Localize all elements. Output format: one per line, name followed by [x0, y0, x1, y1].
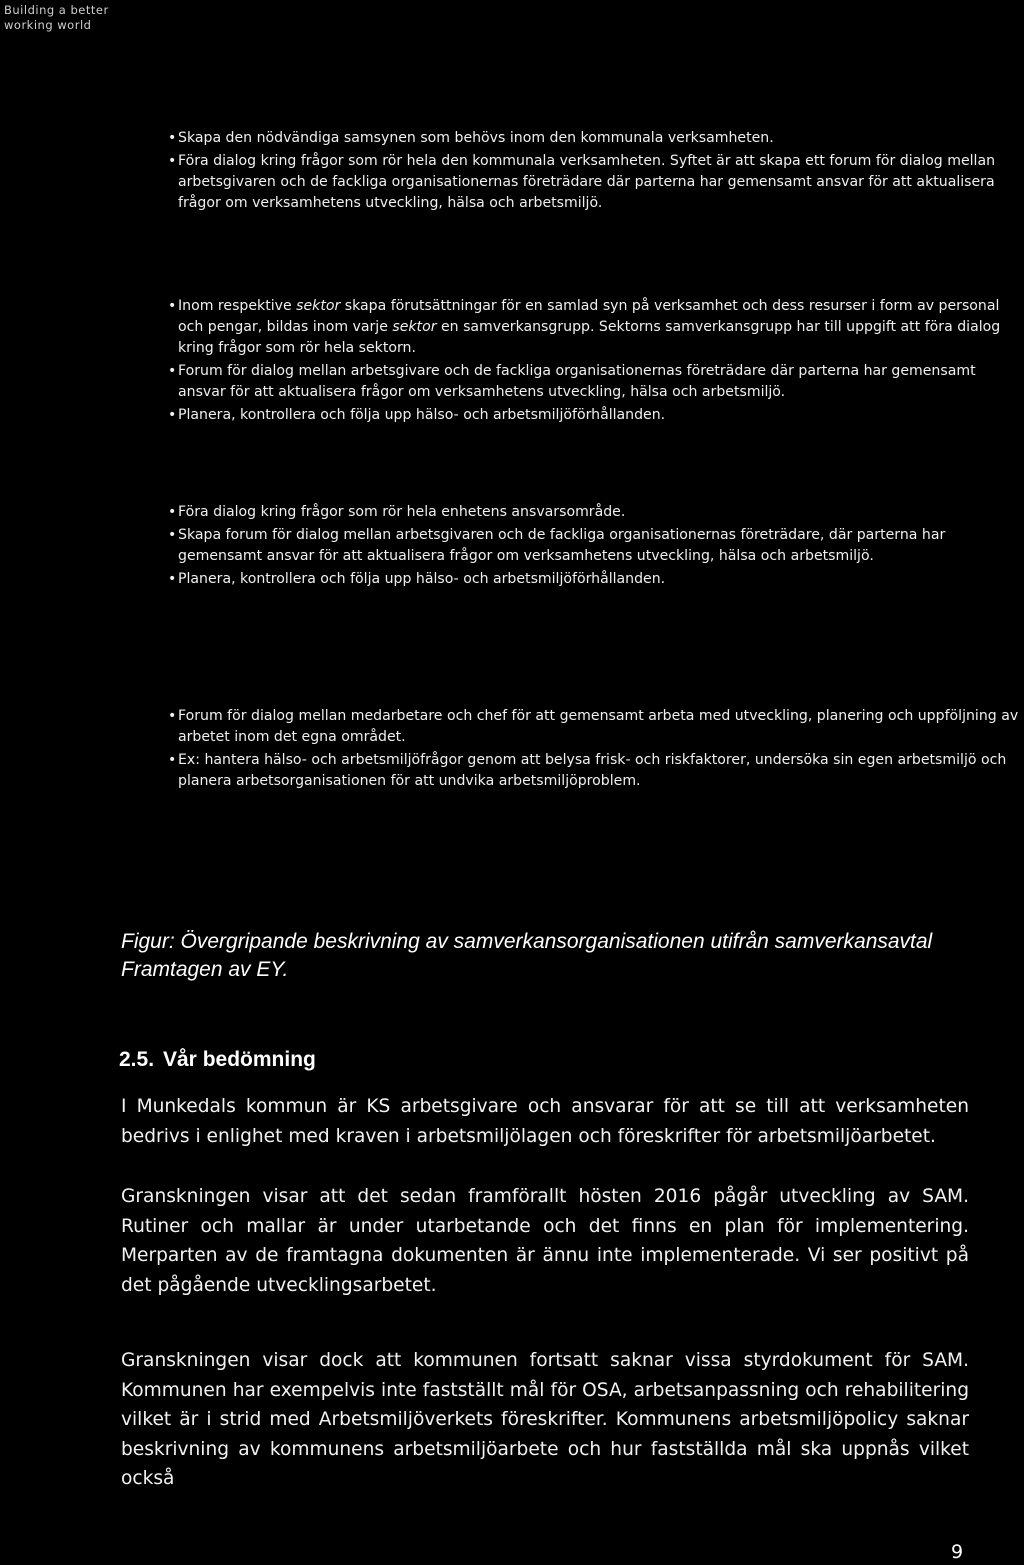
figure-bullet: • Forum för dialog mellan medarbetare och chef för att gemensamt arbeta med utveckling, planering och uppföljning av arbetet inom det egna området. [149, 706, 1021, 748]
figure-bullet: • Föra dialog kring frågor som rör hela den kommunala verksamheten. Syftet är att skapa ett forum för dialog mellan arbetsgivaren och de fackliga organisationernas företrädare där parterna har gemensamt ansvar för att aktualisera frågor om verksamhetens utveckling, hälsa och arbetsmiljö. [149, 151, 1021, 214]
figure-level-municipality [149, 128, 1021, 214]
section-heading [119, 1048, 316, 1072]
section-number: 2.5. [119, 1048, 155, 1071]
body-paragraph: I Munkedals kommun är KS arbetsgivare och ansvarar för att se till att verksamheten bedrivs i enlighet med kraven i arbetsmiljölagen och föreskrifter för arbetsmiljöarbetet. [121, 1096, 969, 1147]
caption-line-1: Figur: Övergripande beskrivning av samverkansorganisationen utifrån samverkansavtal [121, 930, 933, 953]
brand-line-1: Building a better [4, 3, 109, 17]
page-number: 9 [951, 1541, 964, 1563]
figure-bullet: • Forum för dialog mellan arbetsgivare och de fackliga organisationernas företrädare där parterna har gemensamt ansvar för att aktualisera frågor om verksamhetens utveckling, hälsa och arbetsmiljö. [149, 361, 1021, 403]
section-title: Vår bedömning [163, 1048, 316, 1071]
figure-bullet: • Skapa den nödvändiga samsynen som behövs inom den kommunala verksamheten. [149, 128, 1021, 149]
figure-level-sector [149, 296, 1021, 426]
figure-bullet: • Planera, kontrollera och följa upp hälso- och arbetsmiljöförhållanden. [149, 405, 1021, 426]
caption-line-2: Framtagen av EY. [121, 958, 289, 981]
figure-bullet: • Planera, kontrollera och följa upp hälso- och arbetsmiljöförhållanden. [149, 569, 1021, 590]
figure-bullet: • Inom respektive sektor skapa förutsättningar för en samlad syn på verksamhet och dess resurser i form av personal och pengar, bildas inom varje sektor en samverkansgrupp. Sektorns samverkansgrupp har till uppgift att föra dialog kring frågor som rör hela sektorn. [149, 296, 1021, 359]
body-paragraph: Granskningen visar dock att kommunen fortsatt saknar vissa styrdokument för SAM. Kommunen har exempelvis inte fastställt mål för OSA, arbetsanpassning och rehabilitering vilket är i strid med Arbetsmiljöverkets föreskrifter. Kommunens arbetsmiljöpolicy saknar beskrivning av kommunens arbetsmiljöarbete och hur fastställda mål ska uppnås vilket också [121, 1350, 969, 1489]
figure-bullet: • Skapa forum för dialog mellan arbetsgivaren och de fackliga organisationernas företrädare, där parterna har gemensamt ansvar för att aktualisera frågor om verksamhetens utveckling, hälsa och arbetsmiljö. [149, 525, 1021, 567]
ey-logo-tagline [4, 3, 109, 33]
body-paragraph: Granskningen visar att det sedan framförallt hösten 2016 pågår utveckling av SAM. Rutiner och mallar är under utarbetande och det finns en plan för implementering. Merparten av de framtagna dokumenten är ännu inte implementerade. Vi ser positivt på det pågående utvecklingsarbetet. [121, 1186, 969, 1296]
figure-bullet: • Ex: hantera hälso- och arbetsmiljöfrågor genom att belysa frisk- och riskfaktorer, undersöka sin egen arbetsmiljö och planera arbetsorganisationen för att undvika arbetsmiljöproblem. [149, 750, 1021, 792]
figure-level-workplace [149, 706, 1021, 792]
figure-bullet: • Föra dialog kring frågor som rör hela enhetens ansvarsområde. [149, 502, 1021, 523]
figure-caption [121, 928, 932, 984]
figure-level-unit [149, 502, 1021, 590]
brand-line-2: working world [4, 18, 92, 32]
